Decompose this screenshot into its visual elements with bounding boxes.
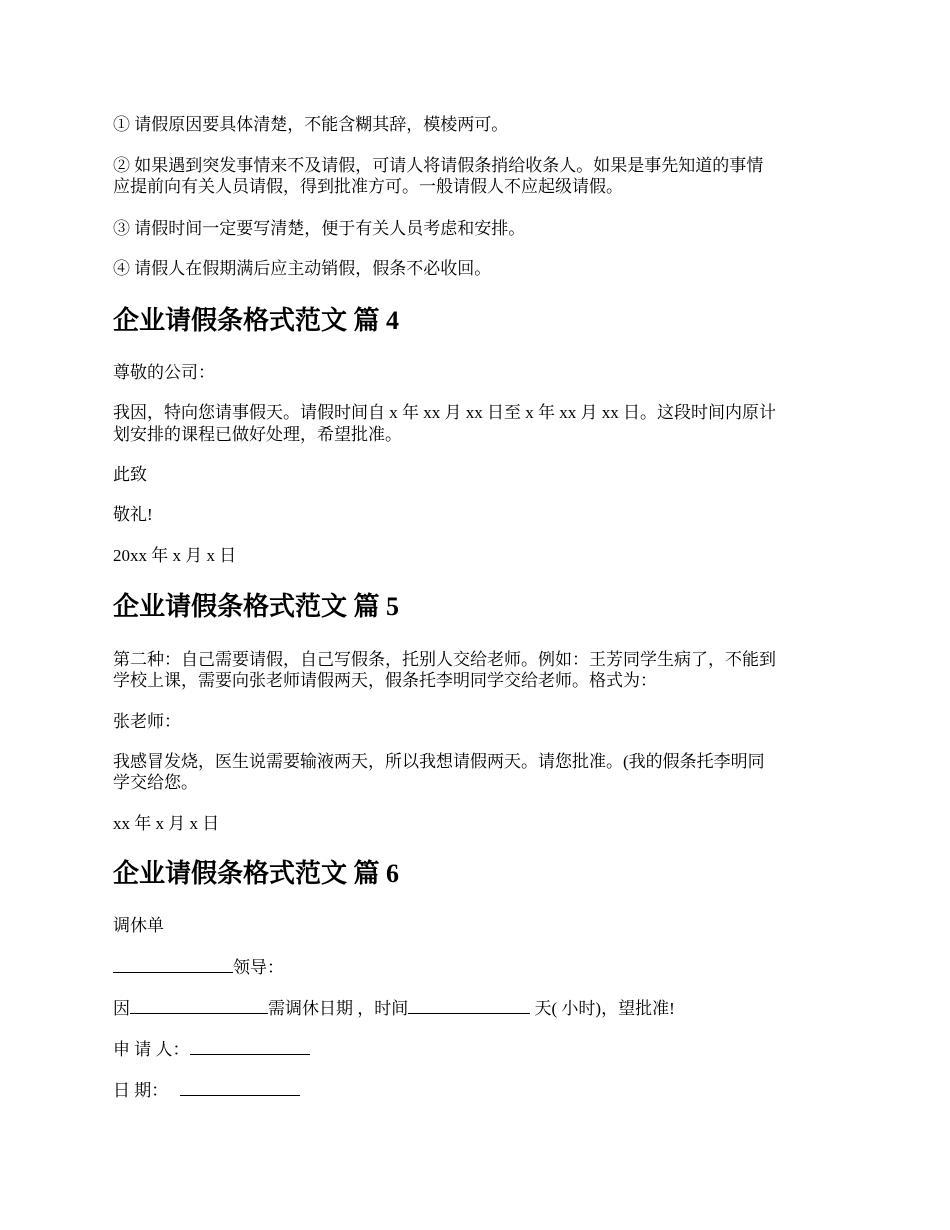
note-4: ④ 请假人在假期满后应主动销假，假条不必收回。: [113, 259, 492, 278]
section-5-body-line-2: 学交给您。: [113, 773, 198, 792]
section-5-salutation: 张老师：: [113, 712, 181, 731]
reason-mid: 需调休日期 ，时间: [268, 999, 409, 1018]
note-2-line-1: ② 如果遇到突发事情来不及请假，可请人将请假条捎给收条人。如果是事先知道的事情: [113, 156, 764, 175]
applicant-line: [113, 1038, 843, 1060]
section-5-intro-line-1: 第二种：自己需要请假，自己写假条，托别人交给老师。例如：王芳同学生病了，不能到: [113, 650, 776, 669]
applicant-blank: [190, 1038, 310, 1055]
section-4-heading: 企业请假条格式范文 篇 4: [113, 306, 400, 335]
section-4-body-line-1: 我因，特向您请事假天。请假时间自 x 年 xx 月 xx 日至 x 年 xx 月 xx 日。这段时间内原计: [113, 403, 776, 422]
section-5-heading: 企业请假条格式范文 篇 5: [113, 592, 400, 621]
leader-suffix: 领导：: [233, 958, 284, 977]
section-4-body-line-2: 划安排的课程已做好处理，希望批准。: [113, 425, 402, 444]
reason-suffix: 天( 小时)，望批准!: [530, 999, 675, 1018]
leader-line: [113, 956, 843, 978]
date-blank: [180, 1079, 300, 1096]
section-4-salutation: 尊敬的公司：: [113, 363, 215, 382]
section-4-date: 20xx 年 x 月 x 日: [113, 546, 237, 565]
note-1: ① 请假原因要具体清楚，不能含糊其辞，模棱两可。: [113, 115, 509, 134]
note-2-line-2: 应提前向有关人员请假，得到批准方可。一般请假人不应起级请假。: [113, 177, 623, 196]
time-blank: [408, 997, 530, 1014]
leader-blank: [113, 956, 233, 973]
applicant-label: 申 请 人：: [113, 1040, 190, 1059]
reason-blank: [130, 997, 268, 1014]
date-line: [113, 1079, 843, 1101]
section-5-body-line-1: 我感冒发烧，医生说需要输液两天，所以我想请假两天。请您批准。(我的假条托李明同: [113, 752, 765, 771]
reason-prefix: 因: [113, 999, 130, 1018]
reason-line: [113, 997, 843, 1019]
section-5-intro-line-2: 学校上课，需要向张老师请假两天，假条托李明同学交给老师。格式为：: [113, 671, 657, 690]
note-3: ③ 请假时间一定要写清楚，便于有关人员考虑和安排。: [113, 219, 526, 238]
section-6-heading: 企业请假条格式范文 篇 6: [113, 859, 400, 888]
section-4-closing-1: 此致: [113, 465, 147, 484]
section-5-date: xx 年 x 月 x 日: [113, 814, 220, 833]
section-4-closing-2: 敬礼!: [113, 505, 153, 524]
date-label: 日 期：: [113, 1081, 169, 1100]
section-6-title: 调休单: [113, 916, 164, 935]
